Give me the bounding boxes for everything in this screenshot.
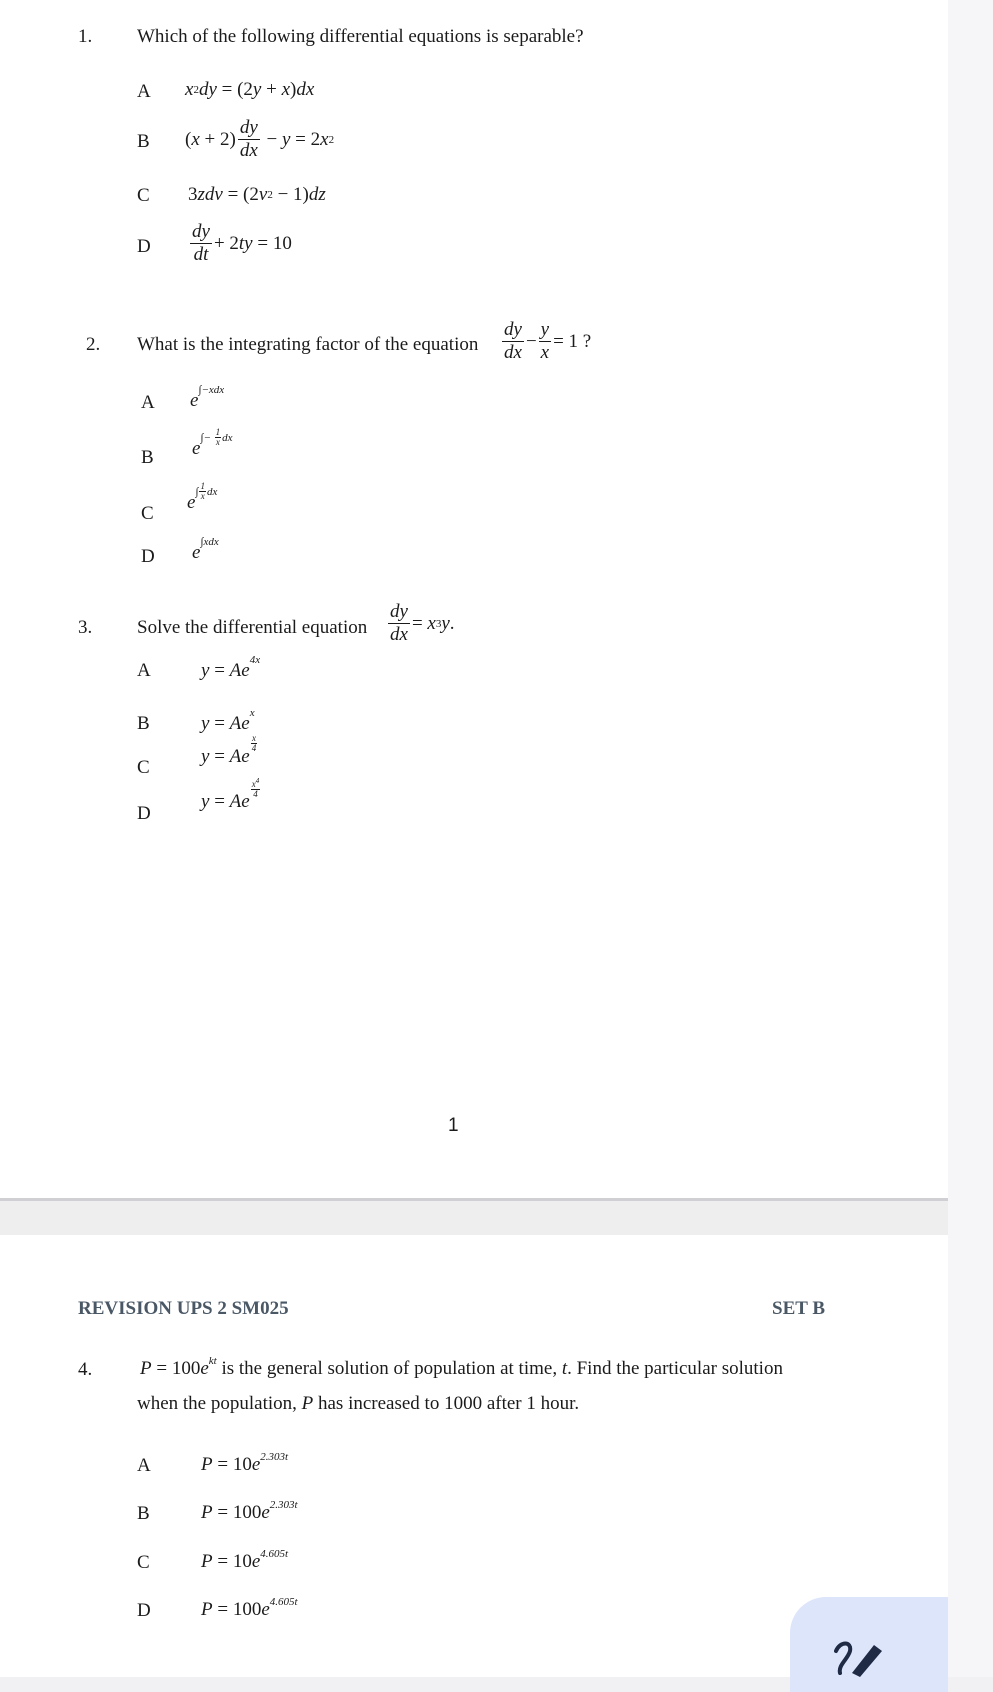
- q4-option-a-letter: A: [137, 1455, 151, 1476]
- q3-option-b-expr: y = Ae x: [201, 707, 255, 734]
- q1-option-a-letter: A: [137, 81, 151, 102]
- q1-option-b-expr: ( x + 2) $\frac{dy}{dx}$ − y = 2 x 2: [185, 117, 335, 161]
- q1-option-b-letter: B: [137, 131, 150, 152]
- question-4-text-2: when the population,: [137, 1393, 297, 1414]
- question-4-text-2-end: has increased to 1000 after 1 hour.: [318, 1393, 580, 1414]
- page-divider: [0, 1198, 948, 1235]
- q2-option-b-letter: B: [141, 447, 154, 468]
- q4-option-d-expr: P = 100 e 4.605t: [201, 1596, 298, 1620]
- question-4-var-p: P: [301, 1393, 314, 1414]
- q3-option-d-letter: D: [137, 803, 151, 824]
- question-4-line-1: P = 100 e kt is the general solution of population at time, t . Find the particular solution: [140, 1355, 783, 1379]
- q1-option-d-expr: $\frac{dy}{dt}$ + 2 ty = 10: [192, 221, 292, 265]
- q2-option-b-expr: e ∫− $\frac{1}{x}$ dx: [192, 427, 233, 459]
- q1-option-c-letter: C: [137, 185, 150, 206]
- q2-option-c-letter: C: [141, 503, 154, 524]
- q3-option-d-expr: y = Ae $\frac{x^4}{4}$: [201, 777, 260, 812]
- question-2-text: What is the integrating factor of the equation: [137, 334, 479, 355]
- question-2-equation: $\frac{dy}{dx}$ − $\frac{y}{x}$ = 1 ?: [504, 319, 592, 363]
- q3-option-b-letter: B: [137, 713, 150, 734]
- annotate-fab-button[interactable]: [790, 1597, 948, 1692]
- q2-option-a-letter: A: [141, 392, 155, 413]
- q3-option-a-expr: y = Ae 4x: [201, 654, 261, 681]
- q2-option-c-expr: e ∫ $\frac{1}{x}$ dx: [187, 481, 218, 513]
- q4-option-d-letter: D: [137, 1600, 151, 1621]
- question-4-text-1-end: . Find the particular solution: [567, 1358, 783, 1379]
- q1-option-d-letter: D: [137, 236, 151, 257]
- q4-option-c-letter: C: [137, 1552, 150, 1573]
- q1-option-c-expr: 3 zdv = (2 v 2 − 1) dz: [188, 184, 326, 205]
- question-3-text: Solve the differential equation: [137, 617, 368, 638]
- q3-option-a-letter: A: [137, 660, 151, 681]
- question-4-text-1: is the general solution of population at time,: [221, 1358, 558, 1379]
- question-4-var-t: t: [561, 1358, 568, 1379]
- question-4-line-2: [137, 1393, 579, 1415]
- q4-option-a-expr: P = 10 e 2.303t: [201, 1451, 289, 1475]
- q3-option-c-expr: y = Ae $\frac{x}{4}$: [201, 733, 257, 767]
- q4-option-b-expr: P = 100 e 2.303t: [201, 1499, 298, 1523]
- question-3-equation: $\frac{dy}{dx}$ = x 3 y .: [390, 601, 455, 645]
- q2-option-d-letter: D: [141, 546, 155, 567]
- question-1-text: Which of the following differential equations is separable?: [137, 26, 584, 47]
- page-divider-line: [0, 1198, 948, 1201]
- q4-option-b-letter: B: [137, 1503, 150, 1524]
- q2-option-d-expr: e ∫xdx: [192, 536, 219, 563]
- question-3-number: 3.: [78, 617, 93, 638]
- question-2-number: 2.: [86, 334, 101, 355]
- page-header-set: SET B: [772, 1298, 825, 1319]
- page-number: 1: [448, 1115, 459, 1136]
- q4-option-c-expr: P = 10 e 4.605t: [201, 1548, 289, 1572]
- page-header-title: REVISION UPS 2 SM025: [78, 1298, 289, 1319]
- q2-option-a-expr: e ∫−xdx: [190, 384, 225, 411]
- right-gutter: [948, 0, 993, 1677]
- question-4-number: 4.: [78, 1359, 93, 1380]
- q3-option-c-letter: C: [137, 757, 150, 778]
- question-1-number: 1.: [78, 26, 93, 47]
- q1-option-a-expr: x 2 dy = (2 y + x ) dx: [185, 79, 315, 100]
